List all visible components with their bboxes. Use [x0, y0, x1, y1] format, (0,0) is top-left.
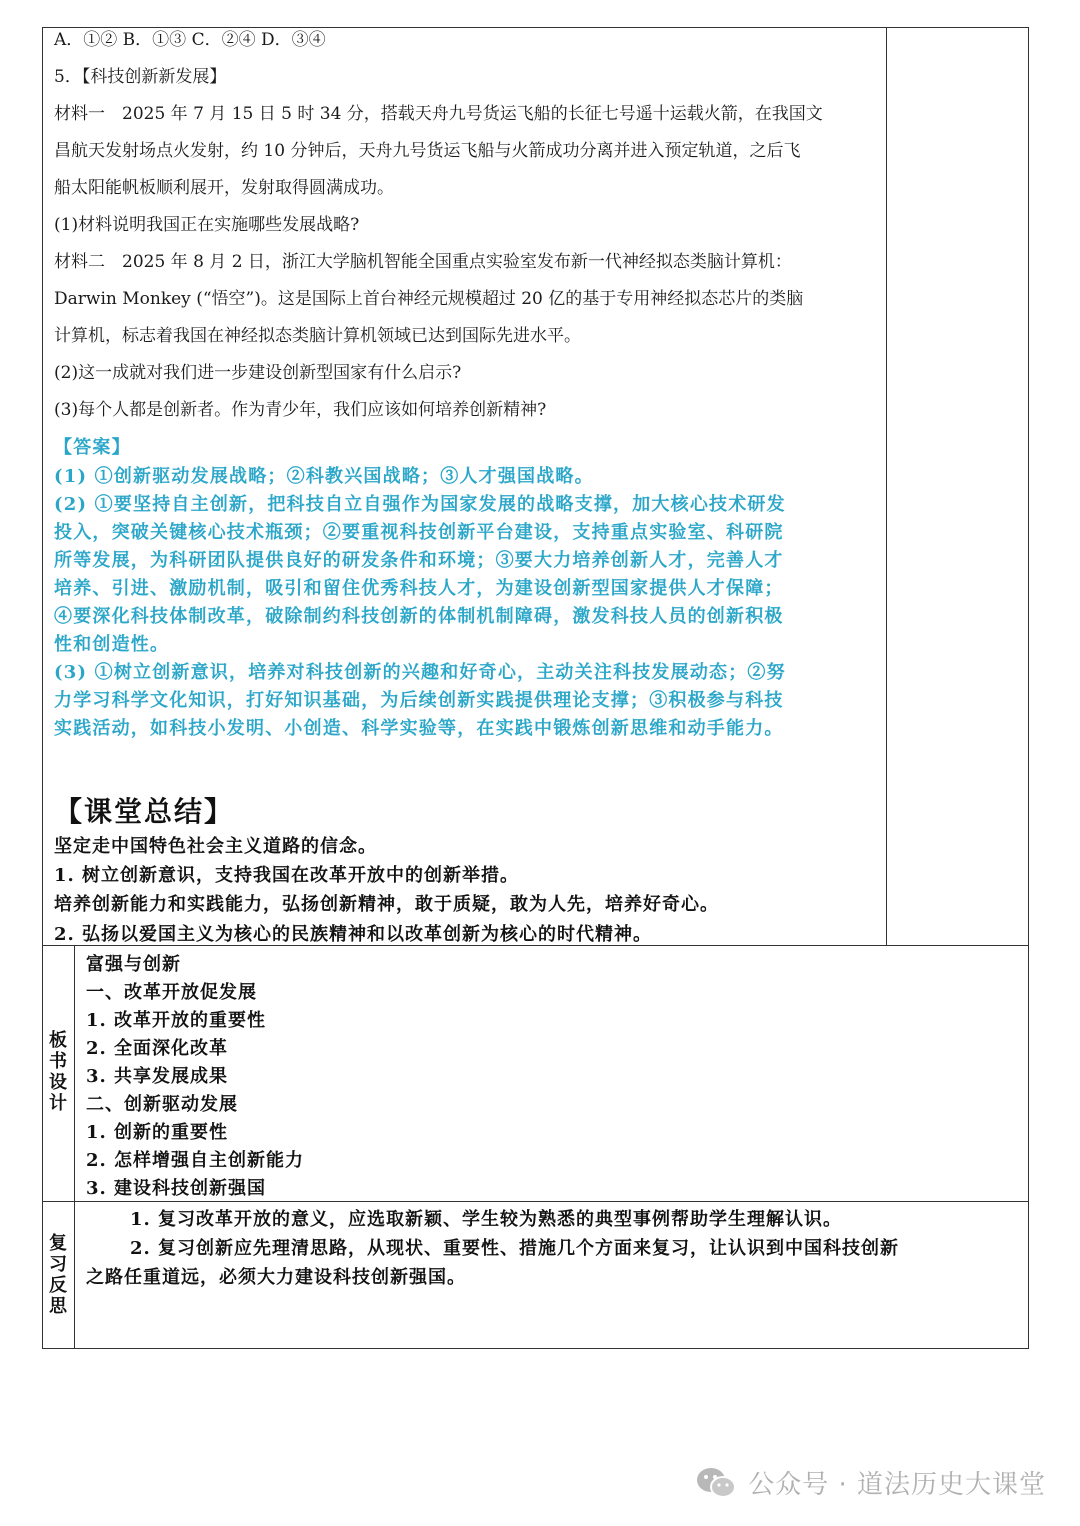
answer-line: (3) ①树立创新意识，培养对科技创新的兴趣和好奇心，主动关注科技发展动态；②努	[54, 662, 786, 683]
board-design-line: 富强与创新	[86, 954, 181, 975]
answer-line: ④要深化科技体制改革，破除制约科技创新的体制机制障碍，激发科技人员的创新积极	[54, 606, 784, 627]
table-border-left	[42, 27, 43, 1349]
question-5-sub-3: (3)每个人都是创新者。作为青少年，我们应该如何培养创新精神?	[54, 400, 547, 420]
board-design-line: 3. 共享发展成果	[86, 1066, 229, 1087]
watermark	[696, 1464, 1046, 1501]
wechat-icon	[696, 1466, 736, 1500]
table-border-right	[1028, 27, 1029, 1349]
material-2-line: 计算机，标志着我国在神经拟态类脑计算机领域已达到国际先进水平。	[54, 326, 581, 346]
table-row-divider-2	[42, 1201, 1029, 1202]
answer-line: 力学习科学文化知识，打好知识基础，为后续创新实践提供理论支撑；③积极参与科技	[54, 690, 784, 711]
table-inner-vertical	[886, 27, 887, 945]
material-1-line: 昌航天发射场点火发射，约 10 分钟后，天舟九号货运飞船与火箭成功分离并进入预定轨道，之后飞	[54, 141, 801, 161]
review-line: 2. 复习创新应先理清思路，从现状、重要性、措施几个方面来复习，让认识到中国科技创新	[130, 1238, 900, 1259]
answer-line: 性和创造性。	[54, 634, 170, 655]
answer-line: 实践活动，如科技小发明、小创造、科学实验等，在实践中锻炼创新思维和动手能力。	[54, 718, 784, 739]
review-label: 复习反思	[49, 1233, 67, 1317]
answer-line: 投入，突破关键核心技术瓶颈；②要重视科技创新平台建设，支持重点实验室、科研院	[54, 522, 784, 543]
table-border-top	[42, 27, 1029, 28]
question-5-sub-1: (1)材料说明我国正在实施哪些发展战略?	[54, 215, 360, 235]
board-design-line: 1. 创新的重要性	[86, 1122, 229, 1143]
answer-line: (1) ①创新驱动发展战略；②科教兴国战略；③人才强国战略。	[54, 466, 594, 487]
review-line: 之路任重道远，必须大力建设科技创新强国。	[86, 1267, 466, 1288]
board-design-line: 一、改革开放促发展	[86, 982, 257, 1003]
answer-line: 所等发展，为科研团队提供良好的研发条件和环境；③要大力培养创新人才，完善人才	[54, 550, 784, 571]
summary-line: 坚定走中国特色社会主义道路的信念。	[54, 836, 377, 857]
question-5-sub-2: (2)这一成就对我们进一步建设创新型国家有什么启示?	[54, 363, 462, 383]
board-design-line: 2. 怎样增强自主创新能力	[86, 1150, 305, 1171]
answer-line: 培养、引进、激励机制，吸引和留住优秀科技人才，为建设创新型国家提供人才保障；	[54, 578, 784, 599]
question-5-title: 5．【科技创新新发展】	[54, 67, 227, 87]
board-design-line: 二、创新驱动发展	[86, 1094, 238, 1115]
answer-line: (2) ①要坚持自主创新，把科技自立自强作为国家发展的战略支撑，加大核心技术研发	[54, 494, 786, 515]
summary-line: 培养创新能力和实践能力，弘扬创新精神，敢于质疑，敢为人先，培养好奇心。	[54, 894, 719, 915]
material-2-line: 材料二 2025 年 8 月 2 日，浙江大学脑机智能全国重点实验室发布新一代神经拟态类脑计算机：	[54, 252, 792, 272]
board-design-line: 3. 建设科技创新强国	[86, 1178, 267, 1199]
material-1-line: 船太阳能帆板顺利展开，发射取得圆满成功。	[54, 178, 394, 198]
table-label-column-divider	[74, 945, 75, 1349]
board-design-line: 1. 改革开放的重要性	[86, 1010, 267, 1031]
board-design-label: 板书设计	[49, 1030, 67, 1114]
material-1-line: 材料一 2025 年 7 月 15 日 5 时 34 分，搭载天舟九号货运飞船的长征七号遥十运载火箭，在我国文	[54, 104, 823, 124]
material-2-line: Darwin Monkey (“悟空”)。这是国际上首台神经元规模超过 20 亿的基于专用神经拟态芯片的类脑	[54, 289, 804, 309]
answer-label: 【答案】	[54, 437, 131, 458]
table-border-bottom	[42, 1348, 1029, 1349]
review-line: 1. 复习改革开放的意义，应选取新颖、学生较为熟悉的典型事例帮助学生理解认识。	[130, 1209, 843, 1230]
question-4-options: A．①② B．①③ C．②④ D．③④	[54, 30, 326, 50]
summary-line: 2. 弘扬以爱国主义为核心的民族精神和以改革创新为核心的时代精神。	[54, 924, 653, 945]
watermark-text: 公众号 · 道法历史大课堂	[748, 1470, 1046, 1500]
summary-heading: 【课堂总结】	[54, 795, 235, 828]
board-design-line: 2. 全面深化改革	[86, 1038, 229, 1059]
summary-line: 1. 树立创新意识，支持我国在改革开放中的创新举措。	[54, 865, 520, 886]
